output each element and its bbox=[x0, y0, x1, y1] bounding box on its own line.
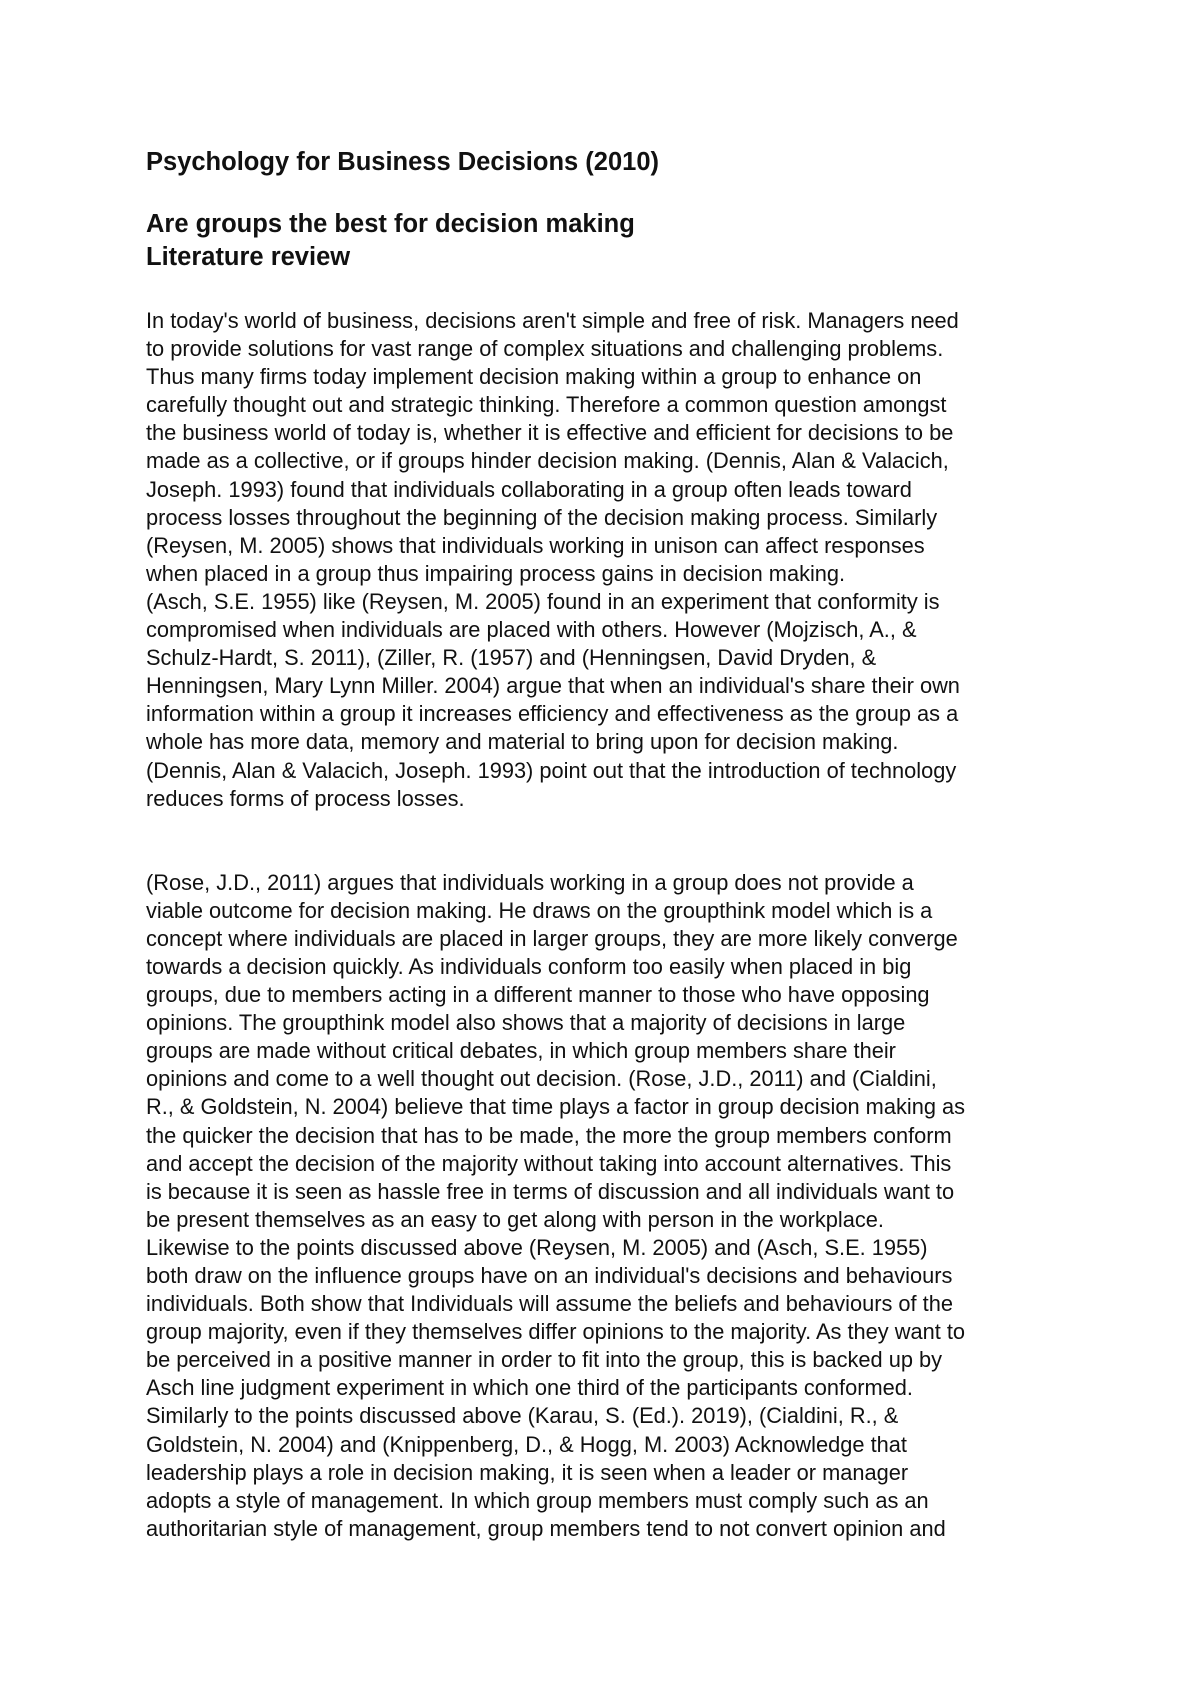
text-line: Likewise to the points discussed above (Reysen, M. 2005) and (Asch, S.E. 1955) bbox=[146, 1234, 928, 1260]
text-line: process losses throughout the beginning of the decision making process. Similarly bbox=[146, 504, 938, 530]
section-heading bbox=[146, 208, 1086, 274]
subheading-line: Literature review bbox=[146, 243, 351, 271]
text-line: and accept the decision of the majority without taking into account alternatives. This bbox=[146, 1150, 952, 1176]
text-line: concept where individuals are placed in larger groups, they are more likely converge bbox=[146, 925, 958, 951]
text-line: to provide solutions for vast range of complex situations and challenging problems. bbox=[146, 336, 944, 362]
text-line: Joseph. 1993) found that individuals collaborating in a group often leads toward bbox=[146, 476, 912, 502]
text-line: the business world of today is, whether it is effective and efficient for decisions to be bbox=[146, 420, 954, 446]
text-line: whole has more data, memory and material to bring upon for decision making. bbox=[146, 729, 899, 755]
text-line: be present themselves as an easy to get along with person in the workplace. bbox=[146, 1206, 884, 1232]
text-line: Asch line judgment experiment in which one third of the participants conformed. bbox=[146, 1375, 913, 1401]
text-line: compromised when individuals are placed with others. However (Mojzisch, A., & bbox=[146, 617, 917, 643]
text-line: (Reysen, M. 2005) shows that individuals working in unison can affect responses bbox=[146, 532, 925, 558]
text-line: adopts a style of management. In which group members must comply such as an bbox=[146, 1487, 929, 1513]
body-paragraph-2 bbox=[146, 869, 1086, 1543]
document-content bbox=[146, 146, 1086, 1543]
text-line: authoritarian style of management, group members tend to not convert opinion and bbox=[146, 1515, 946, 1541]
text-line: be perceived in a positive manner in order to fit into the group, this is backed up by bbox=[146, 1347, 943, 1373]
text-line: In today's world of business, decisions aren't simple and free of risk. Managers need bbox=[146, 308, 959, 333]
text-line: opinions. The groupthink model also shows that a majority of decisions in large bbox=[146, 1010, 906, 1036]
text-line: when placed in a group thus impairing process gains in decision making. bbox=[146, 560, 846, 586]
text-line: (Asch, S.E. 1955) like (Reysen, M. 2005) found in an experiment that conformity is bbox=[146, 588, 940, 614]
text-line: group majority, even if they themselves differ opinions to the majority. As they want to bbox=[146, 1319, 966, 1345]
text-line: leadership plays a role in decision making, it is seen when a leader or manager bbox=[146, 1459, 909, 1485]
text-line: groups are made without critical debates, in which group members share their bbox=[146, 1038, 896, 1064]
text-line: (Dennis, Alan & Valacich, Joseph. 1993) point out that the introduction of technology bbox=[146, 757, 957, 783]
text-line: reduces forms of process losses. bbox=[146, 785, 465, 811]
text-line: made as a collective, or if groups hinder decision making. (Dennis, Alan & Valacich, bbox=[146, 448, 949, 474]
text-line: Schulz-Hardt, S. 2011), (Ziller, R. (1957) and (Henningsen, David Dryden, & bbox=[146, 645, 877, 671]
text-line: both draw on the influence groups have on an individual's decisions and behaviours bbox=[146, 1263, 953, 1288]
text-line: (Rose, J.D., 2011) argues that individuals working in a group does not provide a bbox=[146, 869, 914, 895]
text-line: information within a group it increases efficiency and effectiveness as the group as a bbox=[146, 701, 959, 727]
text-line: is because it is seen as hassle free in terms of discussion and all individuals want to bbox=[146, 1178, 955, 1204]
text-line: Similarly to the points discussed above (Karau, S. (Ed.). 2019), (Cialdini, R., & bbox=[146, 1403, 899, 1429]
text-line: viable outcome for decision making. He draws on the groupthink model which is a bbox=[146, 897, 933, 923]
text-line: Henningsen, Mary Lynn Miller. 2004) argue that when an individual's share their own bbox=[146, 673, 960, 699]
text-line: groups, due to members acting in a different manner to those who have opposing bbox=[146, 982, 930, 1008]
text-line: carefully thought out and strategic thinking. Therefore a common question amongst bbox=[146, 392, 947, 418]
text-line: individuals. Both show that Individuals will assume the beliefs and behaviours of the bbox=[146, 1291, 953, 1317]
heading-line: Are groups the best for decision making bbox=[146, 210, 635, 238]
text-line: opinions and come to a well thought out decision. (Rose, J.D., 2011) and (Cialdini, bbox=[146, 1066, 937, 1092]
body-paragraph-1 bbox=[146, 307, 1086, 813]
text-line: Thus many firms today implement decision making within a group to enhance on bbox=[146, 364, 922, 390]
text-line: the quicker the decision that has to be made, the more the group members conform bbox=[146, 1122, 952, 1148]
text-line: towards a decision quickly. As individuals conform too easily when placed in big bbox=[146, 953, 912, 979]
document-title: Psychology for Business Decisions (2010) bbox=[146, 148, 660, 176]
text-line: Goldstein, N. 2004) and (Knippenberg, D., & Hogg, M. 2003) Acknowledge that bbox=[146, 1431, 907, 1457]
text-line: R., & Goldstein, N. 2004) believe that time plays a factor in group decision making as bbox=[146, 1094, 966, 1120]
